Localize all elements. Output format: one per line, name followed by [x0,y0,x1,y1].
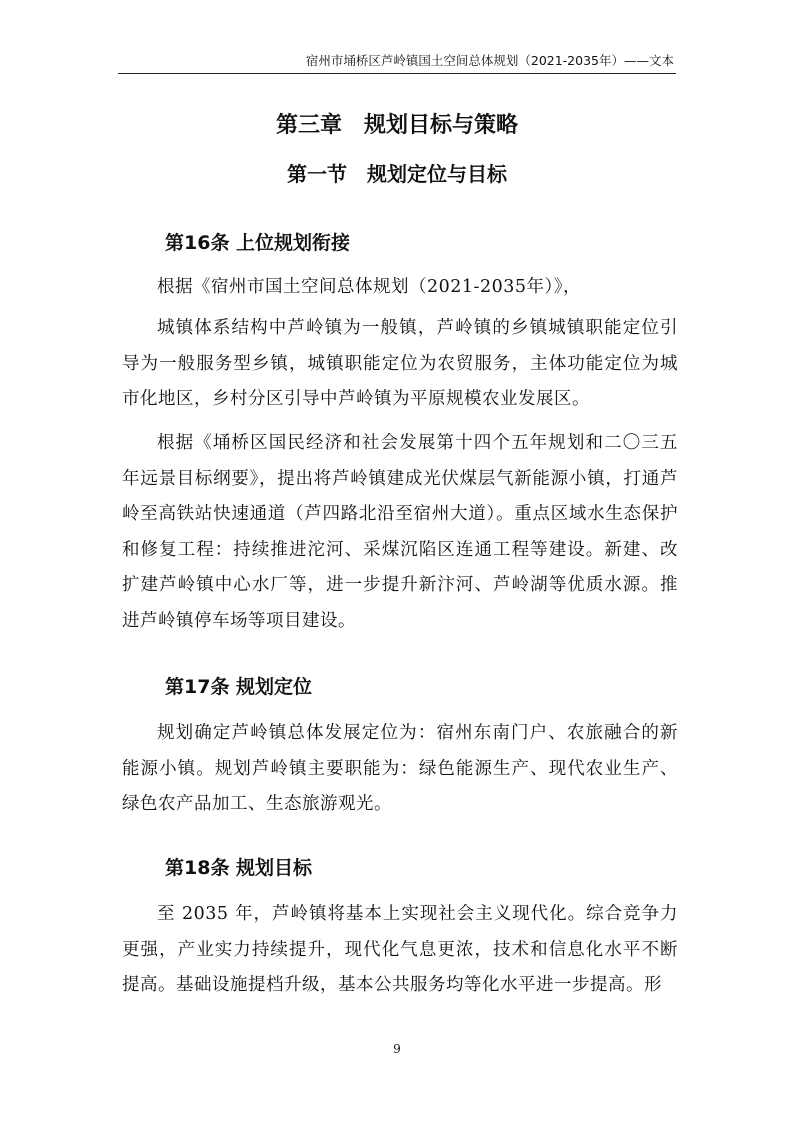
article-16-paragraph-2: 城镇体系结构中芦岭镇为一般镇，芦岭镇的乡镇城镇职能定位引导为一般服务型乡镇，城镇职能定位为农贸服务，主体功能定位为城市化地区，乡村分区引导中芦岭镇为平原规模农业发展区。 [122,318,678,409]
section-title: 第一节 规划定位与目标 [287,162,507,186]
article-16-paragraph-3: 根据《埇桥区国民经济和社会发展第十四个五年规划和二〇三五年远景目标纲要》，提出将芦岭镇建成光伏煤层气新能源小镇，打通芦岭至高铁站快速通道（芦四路北沿至宿州大道）。重点区域水生态保护和修复工程：持续推进沱河、采煤沉陷区连通工程等建设。新建、改扩建芦岭镇中心水厂等，进一步提升新汴河、芦岭湖等优质水源。推进芦岭镇停车场等项目建设。 [122,433,678,631]
page-number: 9 [393,1042,401,1056]
article-16-paragraph-1: 根据《宿州市国土空间总体规划（2021-2035年）》， [157,277,581,297]
article-18-paragraph-1: 至 2035 年，芦岭镇将基本上实现社会主义现代化。综合竞争力更强，产业实力持续提升，现代化气息更浓，技术和信息化水平不断提高。基础设施提档升级，基本公共服务均等化水平进一步提高。形 [122,904,678,995]
chapter-title: 第三章 规划目标与策略 [275,113,518,138]
article-18-heading: 第18条 规划目标 [165,857,313,879]
article-17-heading: 第17条 规划定位 [165,676,313,698]
header-divider [118,73,676,74]
article-17-paragraph-1: 规划确定芦岭镇总体发展定位为：宿州东南门户、农旅融合的新能源小镇。规划芦岭镇主要职能为：绿色能源生产、现代农业生产、绿色农产品加工、生态旅游观光。 [122,723,678,814]
running-header: 宿州市埇桥区芦岭镇国土空间总体规划（2021-2035年）——文本 [305,53,674,68]
article-16-heading: 第16条 上位规划衔接 [165,232,351,254]
